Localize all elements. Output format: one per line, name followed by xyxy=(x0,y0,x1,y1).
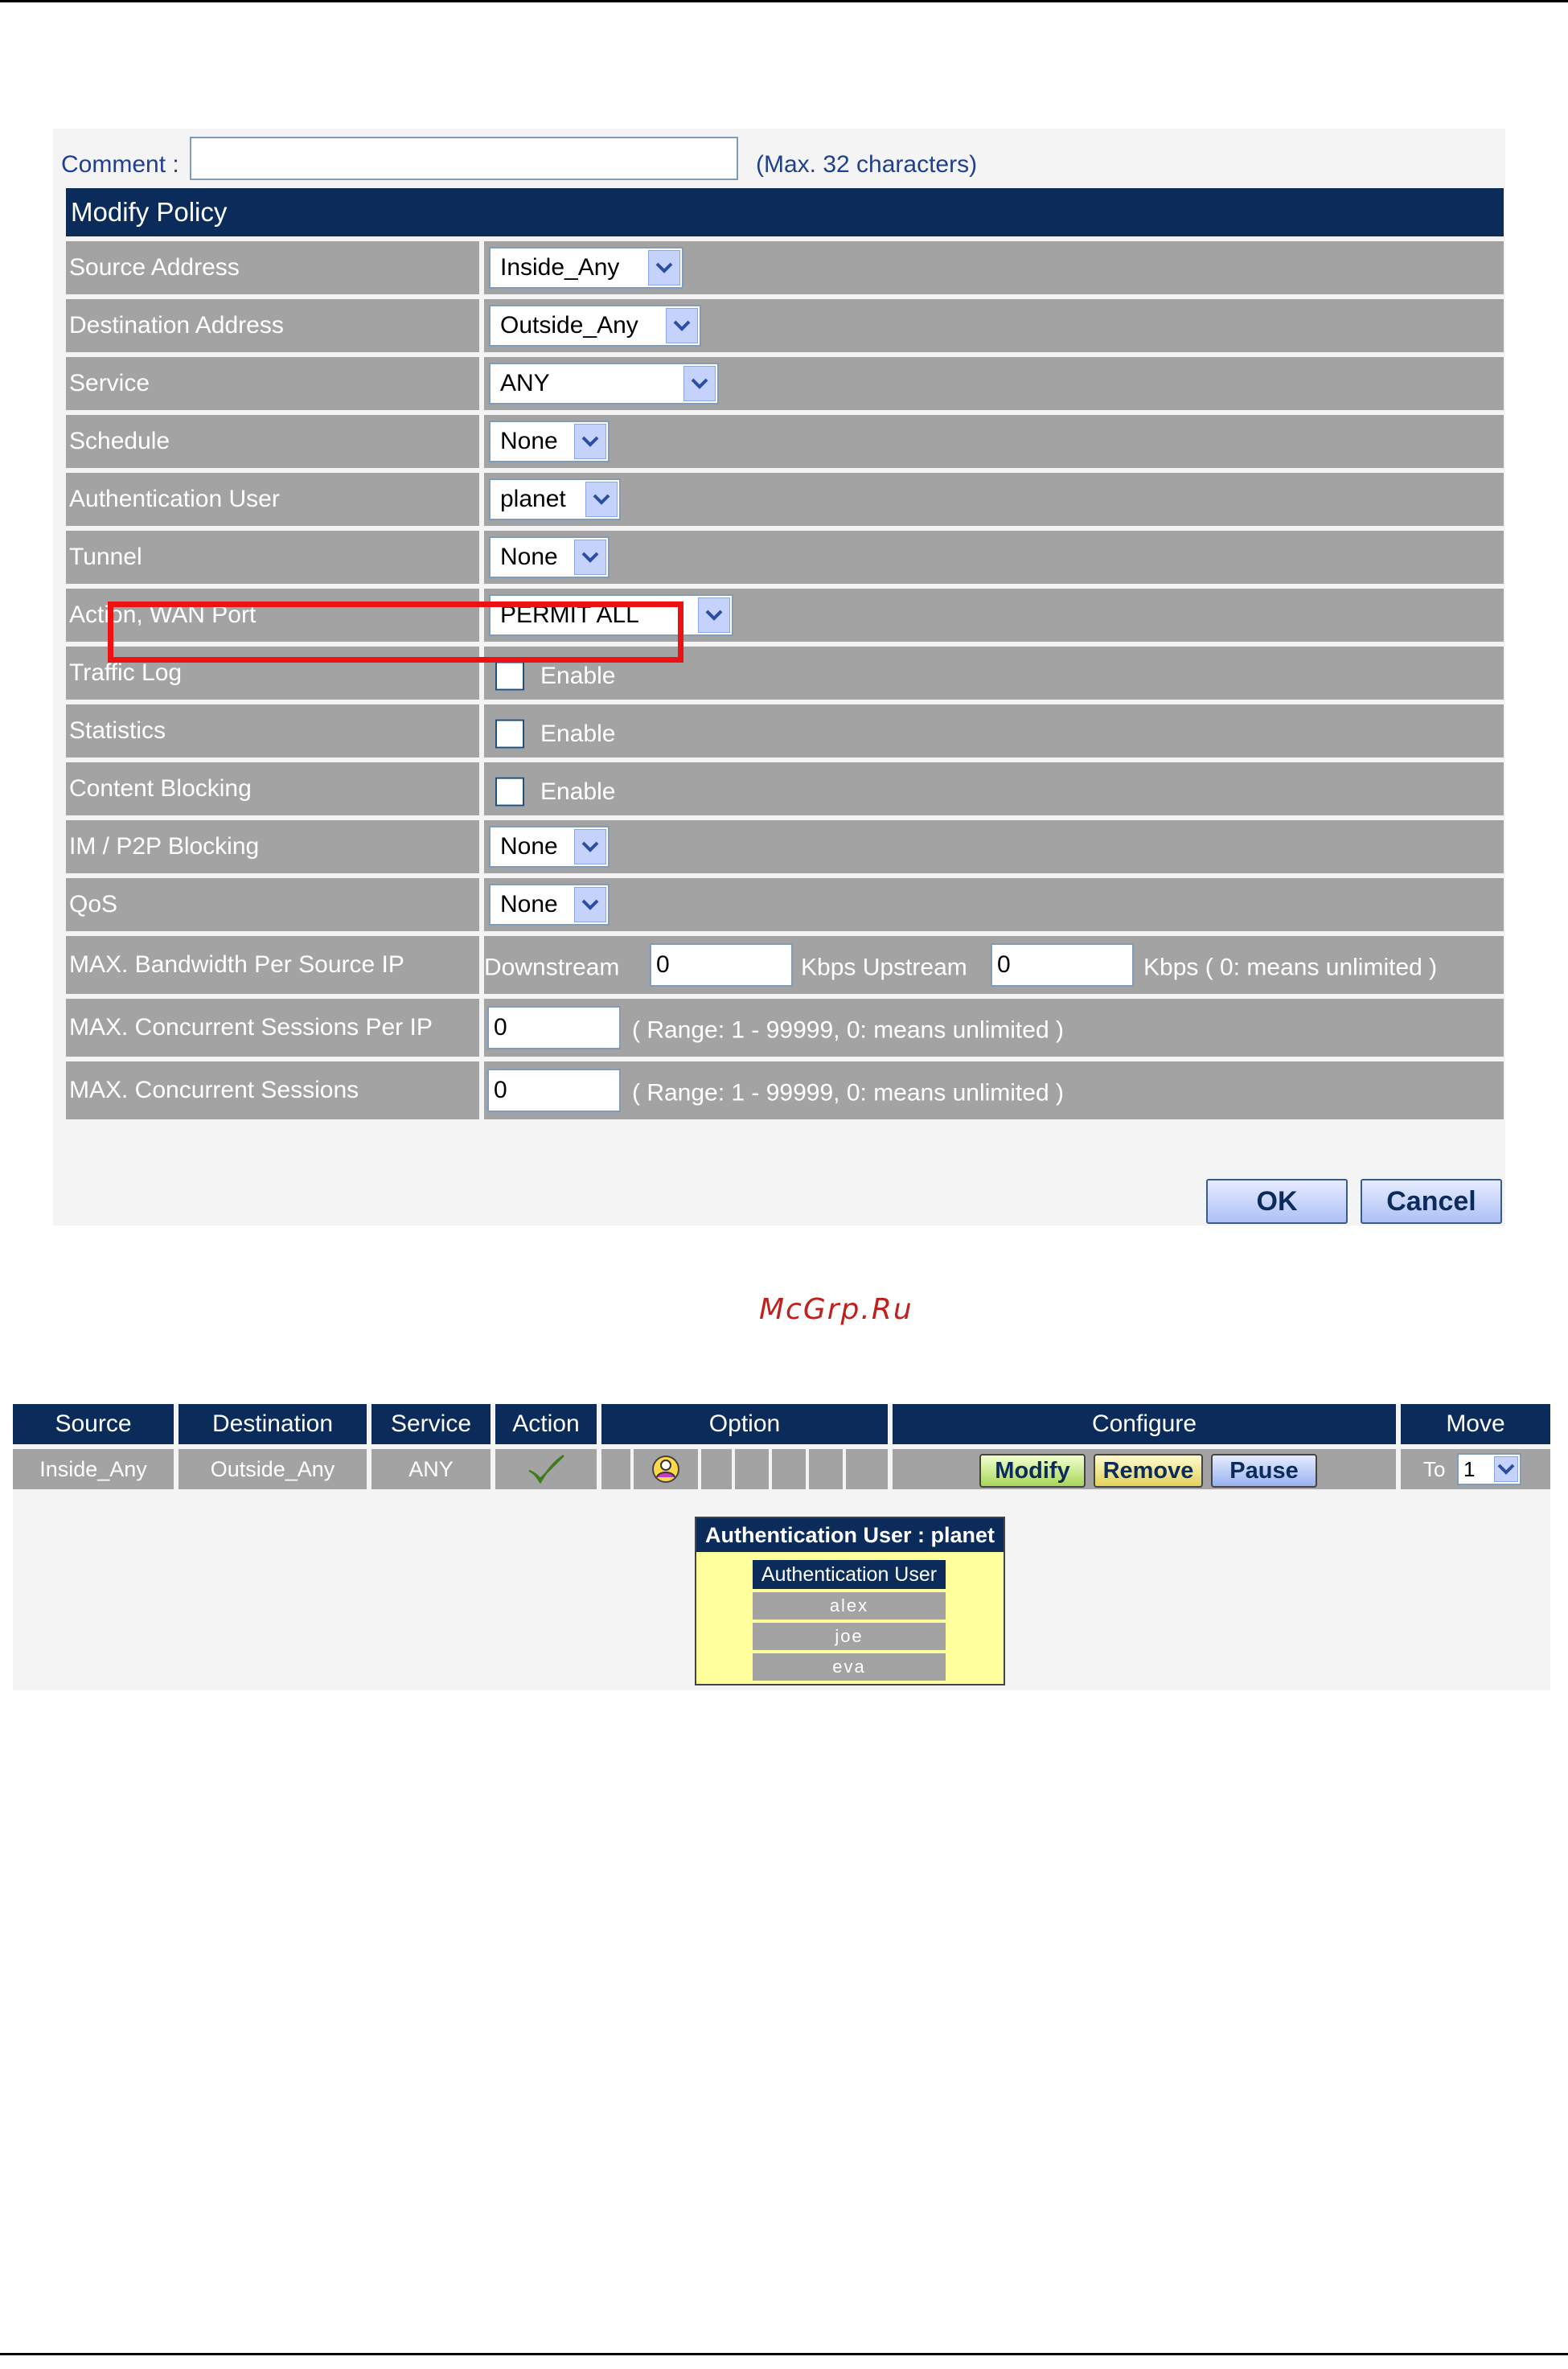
row-destination-address xyxy=(66,299,1504,352)
upstream-input[interactable]: 0 xyxy=(991,943,1134,987)
popup-title: Authentication User : planet xyxy=(696,1518,1004,1552)
content-blocking-checkbox[interactable] xyxy=(495,778,524,807)
max-sessions-cell xyxy=(484,1061,1504,1119)
comment-input[interactable] xyxy=(190,137,738,180)
move-select[interactable] xyxy=(1457,1453,1521,1485)
service-cell xyxy=(484,357,1504,410)
traffic-log-checkbox[interactable] xyxy=(495,662,524,691)
qos-label: QoS xyxy=(66,878,479,931)
action-wan-port-value: PERMIT ALL xyxy=(500,601,639,628)
header-service: Service xyxy=(371,1404,491,1444)
authentication-user-label: Authentication User xyxy=(66,473,479,526)
row-im-p2p-blocking xyxy=(66,820,1504,873)
source-address-select[interactable] xyxy=(489,247,683,289)
row-authentication-user xyxy=(66,473,1504,526)
max-sessions-per-ip-input[interactable]: 0 xyxy=(487,1006,621,1049)
downstream-label: Downstream xyxy=(484,954,620,981)
im-p2p-blocking-label: IM / P2P Blocking xyxy=(66,820,479,873)
tunnel-label: Tunnel xyxy=(66,531,479,584)
cancel-button[interactable]: Cancel xyxy=(1361,1179,1502,1224)
row-max-sessions xyxy=(66,1061,1504,1119)
destination-address-cell xyxy=(484,299,1504,352)
chevron-down-icon[interactable] xyxy=(574,887,606,922)
modify-policy-panel xyxy=(53,129,1505,1326)
max-sessions-per-ip-cell xyxy=(484,999,1504,1057)
cell-action xyxy=(495,1449,597,1489)
remove-button[interactable]: Remove xyxy=(1094,1454,1203,1488)
watermark-text: McGrp.Ru xyxy=(759,1293,913,1326)
move-to-label: To xyxy=(1423,1457,1446,1481)
option-cell-5 xyxy=(772,1449,806,1489)
authentication-user-highlight xyxy=(108,601,683,663)
max-bandwidth-label: MAX. Bandwidth Per Source IP xyxy=(66,936,479,994)
content-blocking-enable-label: Enable xyxy=(540,778,616,806)
max-sessions-per-ip-hint: ( Range: 1 - 99999, 0: means unlimited ) xyxy=(632,1016,1064,1044)
check-icon xyxy=(526,1453,566,1485)
cell-move xyxy=(1401,1449,1550,1489)
row-service xyxy=(66,357,1504,410)
schedule-cell xyxy=(484,415,1504,468)
chevron-down-icon[interactable] xyxy=(698,597,730,633)
chevron-down-icon[interactable] xyxy=(683,366,716,401)
max-sessions-input[interactable]: 0 xyxy=(487,1069,621,1112)
row-content-blocking xyxy=(66,762,1504,815)
header-action: Action xyxy=(495,1404,597,1444)
chevron-down-icon[interactable] xyxy=(666,308,698,343)
max-bandwidth-cell xyxy=(484,936,1504,994)
schedule-value: None xyxy=(500,428,558,454)
move-value: 1 xyxy=(1463,1456,1476,1481)
header-option: Option xyxy=(601,1404,888,1444)
authentication-user-cell xyxy=(484,473,1504,526)
header-move: Move xyxy=(1401,1404,1550,1444)
page-bottom-rule xyxy=(0,2353,1568,2355)
modify-button[interactable]: Modify xyxy=(979,1454,1086,1488)
option-cell-auth[interactable] xyxy=(634,1449,698,1489)
service-select[interactable] xyxy=(489,363,719,404)
destination-address-select[interactable] xyxy=(489,305,701,347)
chevron-down-icon[interactable] xyxy=(574,829,606,864)
authentication-user-value: planet xyxy=(500,486,566,512)
tunnel-select[interactable] xyxy=(489,536,610,578)
authentication-user-popup xyxy=(695,1517,1005,1685)
option-cell-4 xyxy=(735,1449,769,1489)
downstream-input[interactable]: 0 xyxy=(650,943,793,987)
chevron-down-icon[interactable] xyxy=(574,540,606,575)
service-label: Service xyxy=(66,357,479,410)
im-p2p-blocking-select[interactable] xyxy=(489,826,610,868)
destination-address-value: Outside_Any xyxy=(500,312,638,339)
traffic-log-label: Traffic Log xyxy=(66,647,479,700)
row-tunnel xyxy=(66,531,1504,584)
qos-cell xyxy=(484,878,1504,931)
chevron-down-icon[interactable] xyxy=(574,424,606,459)
statistics-checkbox[interactable] xyxy=(495,720,524,749)
upstream-label: Kbps Upstream xyxy=(801,954,967,981)
im-p2p-blocking-value: None xyxy=(500,833,558,860)
row-source-address xyxy=(66,241,1504,294)
cell-source: Inside_Any xyxy=(13,1449,174,1489)
popup-header: Authentication User xyxy=(753,1560,946,1589)
option-cell-6 xyxy=(809,1449,843,1489)
ok-button[interactable]: OK xyxy=(1206,1179,1348,1224)
row-qos xyxy=(66,878,1504,931)
modify-policy-title: Modify Policy xyxy=(66,188,1504,236)
row-max-bandwidth xyxy=(66,936,1504,994)
content-blocking-label: Content Blocking xyxy=(66,762,479,815)
source-address-label: Source Address xyxy=(66,241,479,294)
comment-label: Comment : xyxy=(61,151,179,178)
header-configure: Configure xyxy=(893,1404,1396,1444)
destination-address-label: Destination Address xyxy=(66,299,479,352)
statistics-enable-label: Enable xyxy=(540,721,616,748)
cell-destination: Outside_Any xyxy=(179,1449,367,1489)
header-destination: Destination xyxy=(179,1404,367,1444)
source-address-cell xyxy=(484,241,1504,294)
tunnel-cell xyxy=(484,531,1504,584)
option-cell-1 xyxy=(601,1449,630,1489)
im-p2p-blocking-cell xyxy=(484,820,1504,873)
policy-list-panel xyxy=(13,1404,1550,1690)
max-sessions-label: MAX. Concurrent Sessions xyxy=(66,1061,479,1119)
qos-select[interactable] xyxy=(489,884,610,926)
max-sessions-per-ip-label: MAX. Concurrent Sessions Per IP xyxy=(66,999,479,1057)
option-cell-3 xyxy=(701,1449,732,1489)
tunnel-value: None xyxy=(500,544,558,570)
row-statistics xyxy=(66,704,1504,758)
source-address-value: Inside_Any xyxy=(500,254,620,281)
chevron-down-icon[interactable] xyxy=(1494,1456,1518,1482)
schedule-select[interactable] xyxy=(489,421,610,462)
statistics-label: Statistics xyxy=(66,704,479,758)
schedule-label: Schedule xyxy=(66,415,479,468)
list-item: eva xyxy=(753,1653,946,1681)
row-max-sessions-per-ip xyxy=(66,999,1504,1057)
page-top-rule xyxy=(0,0,1568,2)
service-value: ANY xyxy=(500,370,550,396)
bandwidth-hint: Kbps ( 0: means unlimited ) xyxy=(1143,954,1438,981)
authentication-user-icon[interactable] xyxy=(650,1453,682,1485)
chevron-down-icon[interactable] xyxy=(648,250,680,285)
list-item: joe xyxy=(753,1623,946,1650)
chevron-down-icon[interactable] xyxy=(585,482,618,517)
content-blocking-cell xyxy=(484,762,1504,815)
qos-value: None xyxy=(500,891,558,918)
max-sessions-hint: ( Range: 1 - 99999, 0: means unlimited ) xyxy=(632,1079,1064,1106)
list-item: alex xyxy=(753,1592,946,1620)
header-source: Source xyxy=(13,1404,174,1444)
statistics-cell xyxy=(484,704,1504,758)
pause-button[interactable]: Pause xyxy=(1211,1454,1317,1488)
traffic-log-enable-label: Enable xyxy=(540,663,616,690)
comment-hint: (Max. 32 characters) xyxy=(756,151,978,178)
cell-service: ANY xyxy=(371,1449,491,1489)
row-schedule xyxy=(66,415,1504,468)
authentication-user-select[interactable] xyxy=(489,478,621,520)
option-cell-7 xyxy=(846,1449,888,1489)
action-wan-port-label: Action, WAN Port xyxy=(66,589,479,642)
